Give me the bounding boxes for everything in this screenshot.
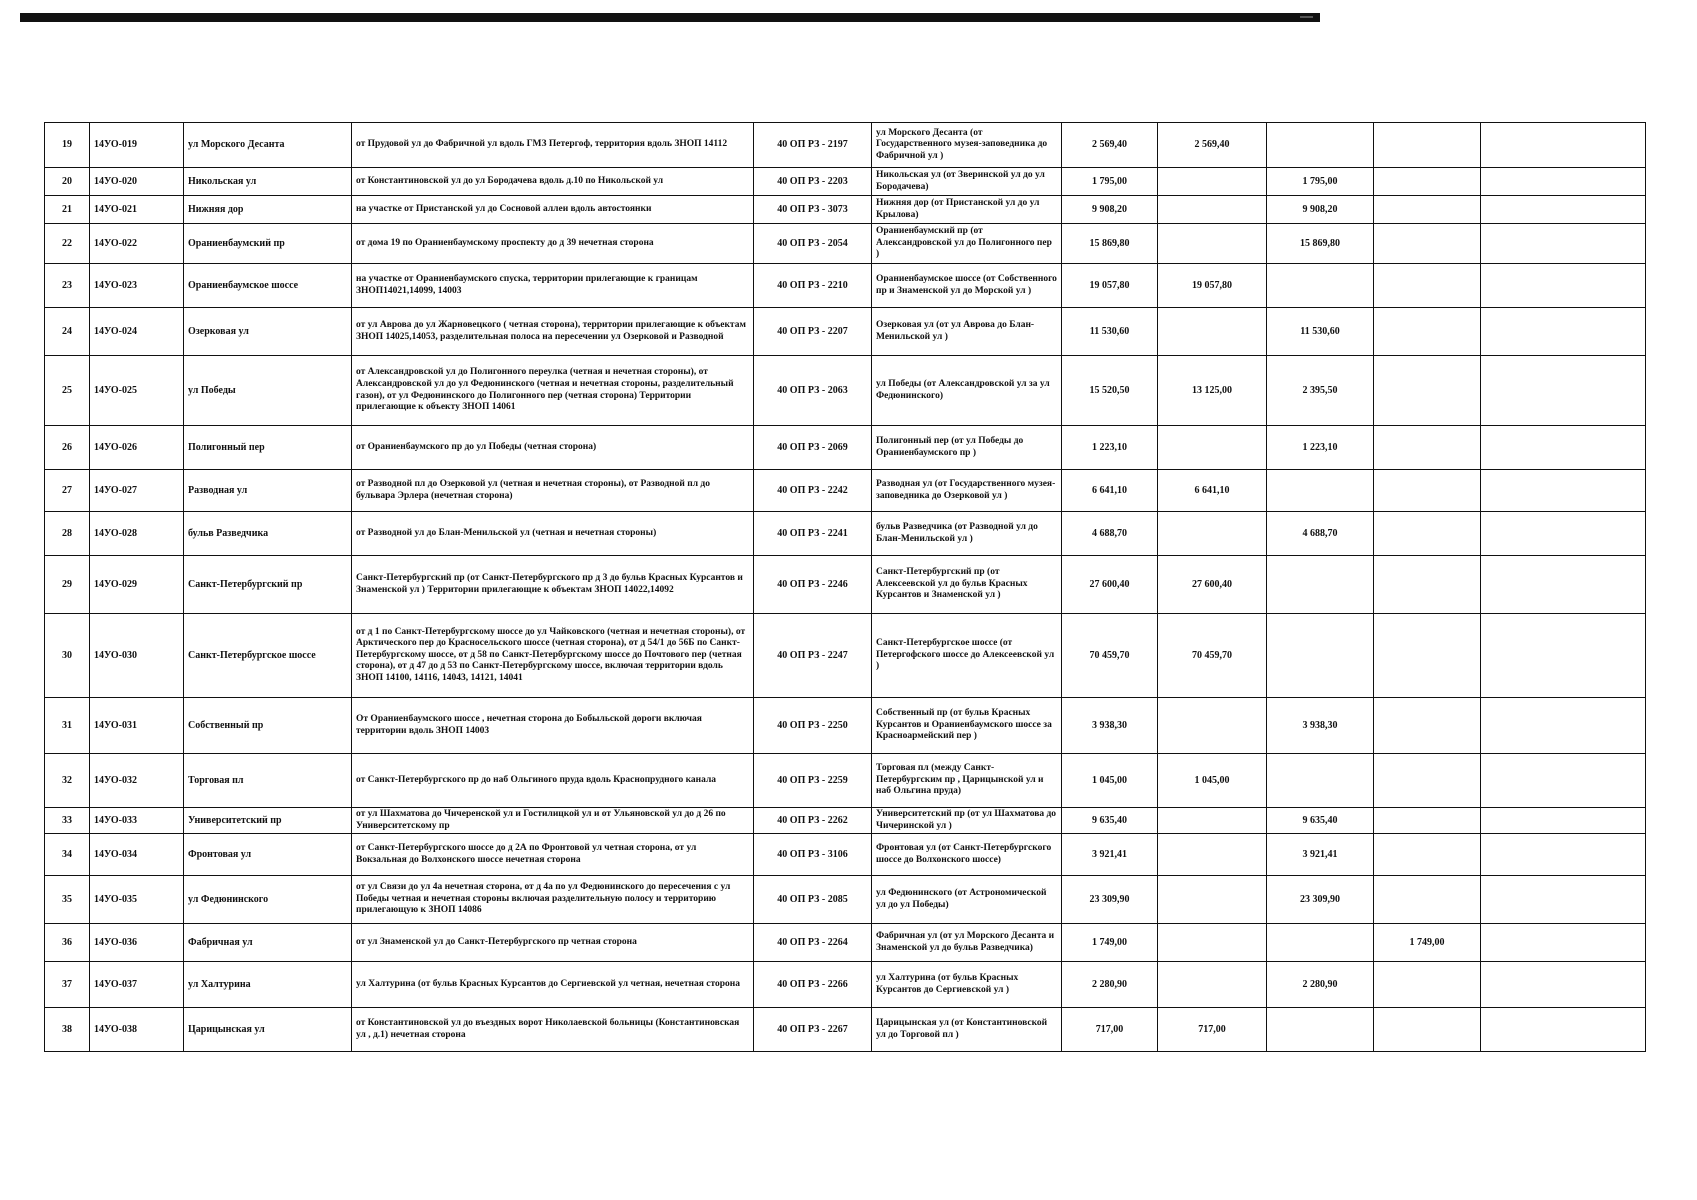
table-row — [45, 308, 1646, 356]
row-number-cell: 35 — [45, 876, 90, 924]
total-area-cell: 27 600,40 — [1062, 556, 1158, 614]
area-category-1-cell: 19 057,80 — [1158, 264, 1267, 308]
registry-number-cell: 40 ОП РЗ - 2246 — [754, 556, 872, 614]
object-code-cell: 14УО-030 — [90, 614, 184, 698]
road-section-cell: Ораниенбаумский пр (от Александровской ул до Полигонного пер ) — [872, 224, 1062, 264]
area-category-3-cell — [1374, 264, 1481, 308]
total-area-cell: 1 749,00 — [1062, 924, 1158, 962]
row-number-cell: 25 — [45, 356, 90, 426]
area-category-2-cell: 2 395,50 — [1267, 356, 1374, 426]
object-code-cell: 14УО-036 — [90, 924, 184, 962]
registry-number-cell: 40 ОП РЗ - 2262 — [754, 808, 872, 834]
table-row — [45, 512, 1646, 556]
area-category-3-cell — [1374, 614, 1481, 698]
row-number-cell: 30 — [45, 614, 90, 698]
object-code-cell: 14УО-034 — [90, 834, 184, 876]
object-code-cell: 14УО-022 — [90, 224, 184, 264]
area-category-4-cell — [1481, 1008, 1646, 1052]
object-code-cell: 14УО-020 — [90, 168, 184, 196]
table-body — [45, 123, 1646, 1052]
registry-number-cell: 40 ОП РЗ - 2054 — [754, 224, 872, 264]
road-section-cell: Царицынская ул (от Константиновской ул до Торговой пл ) — [872, 1008, 1062, 1052]
object-code-cell: 14УО-025 — [90, 356, 184, 426]
area-category-4-cell — [1481, 123, 1646, 168]
area-category-3-cell — [1374, 196, 1481, 224]
registry-number-cell: 40 ОП РЗ - 2207 — [754, 308, 872, 356]
area-description-cell: от ул Знаменской ул до Санкт-Петербургского пр четная сторона — [352, 924, 754, 962]
table-row — [45, 264, 1646, 308]
area-description-cell: От Ораниенбаумского шоссе , нечетная сторона до Бобыльской дороги включая территории вдоль ЗНОП 14003 — [352, 698, 754, 754]
street-name-cell: Фабричная ул — [184, 924, 352, 962]
area-category-2-cell: 11 530,60 — [1267, 308, 1374, 356]
area-category-4-cell — [1481, 264, 1646, 308]
registry-number-cell: 40 ОП РЗ - 2264 — [754, 924, 872, 962]
area-category-3-cell — [1374, 876, 1481, 924]
registry-number-cell: 40 ОП РЗ - 2267 — [754, 1008, 872, 1052]
street-name-cell: ул Федюнинского — [184, 876, 352, 924]
top-border-line — [20, 13, 1320, 22]
row-number-cell: 32 — [45, 754, 90, 808]
area-description-cell: от д 1 по Санкт-Петербургскому шоссе до ул Чайковского (четная и нечетная стороны), от Арктического пер до Красносельского шоссе (четная сторона), от д 54/1 до 56Б по Санкт-Петербургскому шоссе, от д 58 по Санкт-Петербургскому шоссе до Почтового пер (четная сторона), от д 47 до д 53 по Санкт-Петербургскому шоссе, включая территории вдоль ЗНОП 14100, 14116, 14043, 14121, 14041 — [352, 614, 754, 698]
area-category-1-cell — [1158, 168, 1267, 196]
area-category-4-cell — [1481, 698, 1646, 754]
area-description-cell: от Санкт-Петербургского пр до наб Ольгиного пруда вдоль Краснопрудного канала — [352, 754, 754, 808]
total-area-cell: 1 223,10 — [1062, 426, 1158, 470]
registry-number-cell: 40 ОП РЗ - 2250 — [754, 698, 872, 754]
area-category-2-cell: 9 635,40 — [1267, 808, 1374, 834]
object-code-cell: 14УО-038 — [90, 1008, 184, 1052]
area-category-3-cell — [1374, 834, 1481, 876]
registry-number-cell: 40 ОП РЗ - 2247 — [754, 614, 872, 698]
area-category-4-cell — [1481, 168, 1646, 196]
top-border-line-tail — [1300, 16, 1313, 18]
area-category-3-cell — [1374, 168, 1481, 196]
street-name-cell: Полигонный пер — [184, 426, 352, 470]
area-category-2-cell: 1 223,10 — [1267, 426, 1374, 470]
table-row — [45, 168, 1646, 196]
street-name-cell: Ораниенбаумское шоссе — [184, 264, 352, 308]
total-area-cell: 9 908,20 — [1062, 196, 1158, 224]
area-description-cell: на участке от Пристанской ул до Сосновой аллеи вдоль автостоянки — [352, 196, 754, 224]
area-category-2-cell: 1 795,00 — [1267, 168, 1374, 196]
area-description-cell: от ул Шахматова до Чичеренской ул и Гостилицкой ул и от Ульяновской ул до д 26 по Университетскому пр — [352, 808, 754, 834]
area-category-1-cell — [1158, 426, 1267, 470]
table-row — [45, 196, 1646, 224]
registry-number-cell: 40 ОП РЗ - 2085 — [754, 876, 872, 924]
total-area-cell: 717,00 — [1062, 1008, 1158, 1052]
area-category-1-cell: 27 600,40 — [1158, 556, 1267, 614]
total-area-cell: 2 569,40 — [1062, 123, 1158, 168]
area-category-2-cell — [1267, 123, 1374, 168]
area-category-3-cell — [1374, 962, 1481, 1008]
area-category-2-cell — [1267, 924, 1374, 962]
table-row — [45, 470, 1646, 512]
area-category-1-cell — [1158, 834, 1267, 876]
area-category-4-cell — [1481, 962, 1646, 1008]
street-name-cell: Разводная ул — [184, 470, 352, 512]
road-section-cell: Фабричная ул (от ул Морского Десанта и Знаменской ул до бульв Разведчика) — [872, 924, 1062, 962]
row-number-cell: 27 — [45, 470, 90, 512]
street-name-cell: Царицынская ул — [184, 1008, 352, 1052]
area-category-2-cell: 9 908,20 — [1267, 196, 1374, 224]
table-row — [45, 426, 1646, 470]
area-category-3-cell — [1374, 698, 1481, 754]
row-number-cell: 33 — [45, 808, 90, 834]
street-name-cell: Университетский пр — [184, 808, 352, 834]
area-category-4-cell — [1481, 876, 1646, 924]
area-category-2-cell: 23 309,90 — [1267, 876, 1374, 924]
area-category-3-cell — [1374, 470, 1481, 512]
area-description-cell: от Александровской ул до Полигонного переулка (четная и нечетная стороны), от Александровской ул до ул Федюнинского (четная и нечетная стороны, разделительный газон), от ул Федюнинского до Полигонного пер (четная сторона) Территории прилегающие к объекту ЗНОП 14061 — [352, 356, 754, 426]
area-description-cell: от Константиновской ул до въездных ворот Николаевской больницы (Константиновская ул , д.1) нечетная сторона — [352, 1008, 754, 1052]
area-category-1-cell: 70 459,70 — [1158, 614, 1267, 698]
road-section-cell: Нижняя дор (от Пристанской ул до ул Крылова) — [872, 196, 1062, 224]
area-category-4-cell — [1481, 808, 1646, 834]
area-category-1-cell: 1 045,00 — [1158, 754, 1267, 808]
area-category-1-cell: 6 641,10 — [1158, 470, 1267, 512]
area-category-2-cell: 3 938,30 — [1267, 698, 1374, 754]
table-row — [45, 808, 1646, 834]
object-code-cell: 14УО-035 — [90, 876, 184, 924]
road-section-cell: Разводная ул (от Государственного музея-заповедника до Озерковой ул ) — [872, 470, 1062, 512]
road-section-cell: Собственный пр (от бульв Красных Курсантов и Ораниенбаумского шоссе за Красноармейский пер ) — [872, 698, 1062, 754]
road-section-cell: ул Федюнинского (от Астрономической ул до ул Победы) — [872, 876, 1062, 924]
area-category-4-cell — [1481, 470, 1646, 512]
area-description-cell: Санкт-Петербургский пр (от Санкт-Петербургского пр д 3 до бульв Красных Курсантов и Знаменской ул ) Территории прилегающие к объектам ЗНОП 14022,14092 — [352, 556, 754, 614]
registry-number-cell: 40 ОП РЗ - 2242 — [754, 470, 872, 512]
area-description-cell: ул Халтурина (от бульв Красных Курсантов до Сергиевской ул четная, нечетная сторона — [352, 962, 754, 1008]
area-category-2-cell: 4 688,70 — [1267, 512, 1374, 556]
road-section-cell: ул Халтурина (от бульв Красных Курсантов до Сергиевской ул ) — [872, 962, 1062, 1008]
total-area-cell: 2 280,90 — [1062, 962, 1158, 1008]
registry-number-cell: 40 ОП РЗ - 2197 — [754, 123, 872, 168]
row-number-cell: 26 — [45, 426, 90, 470]
total-area-cell: 15 869,80 — [1062, 224, 1158, 264]
street-name-cell: Собственный пр — [184, 698, 352, 754]
registry-number-cell: 40 ОП РЗ - 2069 — [754, 426, 872, 470]
total-area-cell: 1 045,00 — [1062, 754, 1158, 808]
street-name-cell: Фронтовая ул — [184, 834, 352, 876]
table-row — [45, 224, 1646, 264]
area-description-cell: на участке от Ораниенбаумского спуска, территории прилегающие к границам ЗНОП14021,14099, 14003 — [352, 264, 754, 308]
area-category-4-cell — [1481, 512, 1646, 556]
object-code-cell: 14УО-021 — [90, 196, 184, 224]
registry-number-cell: 40 ОП РЗ - 3106 — [754, 834, 872, 876]
road-section-cell: ул Победы (от Александровской ул за ул Федюнинского) — [872, 356, 1062, 426]
area-category-2-cell — [1267, 264, 1374, 308]
area-category-2-cell: 3 921,41 — [1267, 834, 1374, 876]
table-row — [45, 962, 1646, 1008]
object-code-cell: 14УО-024 — [90, 308, 184, 356]
table-row — [45, 754, 1646, 808]
area-category-3-cell — [1374, 512, 1481, 556]
object-code-cell: 14УО-029 — [90, 556, 184, 614]
area-category-1-cell — [1158, 512, 1267, 556]
area-category-4-cell — [1481, 196, 1646, 224]
table-row — [45, 356, 1646, 426]
area-category-1-cell — [1158, 698, 1267, 754]
area-category-3-cell — [1374, 308, 1481, 356]
road-section-cell: Никольская ул (от Зверинской ул до ул Бородачева) — [872, 168, 1062, 196]
registry-number-cell: 40 ОП РЗ - 2241 — [754, 512, 872, 556]
area-category-1-cell — [1158, 876, 1267, 924]
area-category-4-cell — [1481, 614, 1646, 698]
row-number-cell: 34 — [45, 834, 90, 876]
registry-number-cell: 40 ОП РЗ - 2266 — [754, 962, 872, 1008]
row-number-cell: 36 — [45, 924, 90, 962]
area-category-1-cell: 13 125,00 — [1158, 356, 1267, 426]
area-description-cell: от ул Аврова до ул Жарновецкого ( четная сторона), территории прилегающие к объектам ЗНОП 14025,14053, разделительная полоса на пересечении ул Озерковой и Разводной — [352, 308, 754, 356]
area-description-cell: от Разводной пл до Озерковой ул (четная и нечетная стороны), от Разводной пл до бульвара Эрлера (нечетная сторона) — [352, 470, 754, 512]
table-row — [45, 698, 1646, 754]
area-category-4-cell — [1481, 356, 1646, 426]
total-area-cell: 70 459,70 — [1062, 614, 1158, 698]
area-category-1-cell — [1158, 808, 1267, 834]
area-category-2-cell — [1267, 754, 1374, 808]
street-name-cell: Торговая пл — [184, 754, 352, 808]
total-area-cell: 3 921,41 — [1062, 834, 1158, 876]
area-category-1-cell — [1158, 308, 1267, 356]
street-name-cell: ул Победы — [184, 356, 352, 426]
area-category-2-cell: 15 869,80 — [1267, 224, 1374, 264]
area-category-1-cell — [1158, 962, 1267, 1008]
row-number-cell: 28 — [45, 512, 90, 556]
table-row — [45, 1008, 1646, 1052]
row-number-cell: 24 — [45, 308, 90, 356]
area-category-4-cell — [1481, 754, 1646, 808]
street-name-cell: ул Халтурина — [184, 962, 352, 1008]
area-category-1-cell: 2 569,40 — [1158, 123, 1267, 168]
road-section-cell: Полигонный пер (от ул Победы до Ораниенбаумского пр ) — [872, 426, 1062, 470]
table-row — [45, 556, 1646, 614]
table-row — [45, 123, 1646, 168]
total-area-cell: 1 795,00 — [1062, 168, 1158, 196]
area-category-2-cell: 2 280,90 — [1267, 962, 1374, 1008]
area-category-2-cell — [1267, 1008, 1374, 1052]
total-area-cell: 23 309,90 — [1062, 876, 1158, 924]
total-area-cell: 3 938,30 — [1062, 698, 1158, 754]
table-row — [45, 834, 1646, 876]
street-name-cell: Санкт-Петербургский пр — [184, 556, 352, 614]
street-name-cell: бульв Разведчика — [184, 512, 352, 556]
area-description-cell: от Разводной ул до Блан-Менильской ул (четная и нечетная стороны) — [352, 512, 754, 556]
area-category-2-cell — [1267, 556, 1374, 614]
area-category-3-cell — [1374, 356, 1481, 426]
area-category-1-cell — [1158, 224, 1267, 264]
row-number-cell: 19 — [45, 123, 90, 168]
area-category-4-cell — [1481, 426, 1646, 470]
area-description-cell: от Ораниенбаумского пр до ул Победы (четная сторона) — [352, 426, 754, 470]
area-category-3-cell — [1374, 754, 1481, 808]
road-section-cell: ул Морского Десанта (от Государственного музея-заповедника до Фабричной ул ) — [872, 123, 1062, 168]
area-category-4-cell — [1481, 834, 1646, 876]
road-section-cell: Фронтовая ул (от Санкт-Петербургского шоссе до Волхонского шоссе) — [872, 834, 1062, 876]
object-code-cell: 14УО-037 — [90, 962, 184, 1008]
area-category-4-cell — [1481, 308, 1646, 356]
total-area-cell: 15 520,50 — [1062, 356, 1158, 426]
row-number-cell: 20 — [45, 168, 90, 196]
road-section-cell: Санкт-Петербургский пр (от Алексеевской ул до бульв Красных Курсантов и Знаменской ул ) — [872, 556, 1062, 614]
row-number-cell: 21 — [45, 196, 90, 224]
street-name-cell: Озерковая ул — [184, 308, 352, 356]
area-category-1-cell — [1158, 924, 1267, 962]
area-category-3-cell — [1374, 426, 1481, 470]
road-section-cell: Ораниенбаумское шоссе (от Собственного пр и Знаменской ул до Морской ул ) — [872, 264, 1062, 308]
road-section-cell: Университетский пр (от ул Шахматова до Чичеринской ул ) — [872, 808, 1062, 834]
road-section-cell: бульв Разведчика (от Разводной ул до Блан-Менильской ул ) — [872, 512, 1062, 556]
total-area-cell: 4 688,70 — [1062, 512, 1158, 556]
area-category-3-cell — [1374, 1008, 1481, 1052]
area-category-1-cell: 717,00 — [1158, 1008, 1267, 1052]
row-number-cell: 38 — [45, 1008, 90, 1052]
road-section-cell: Торговая пл (между Санкт-Петербургским пр , Царицынской ул и наб Ольгина пруда) — [872, 754, 1062, 808]
row-number-cell: 31 — [45, 698, 90, 754]
road-section-cell: Санкт-Петербургское шоссе (от Петергофского шоссе до Алексеевской ул ) — [872, 614, 1062, 698]
area-category-4-cell — [1481, 556, 1646, 614]
area-description-cell: от Константиновской ул до ул Бородачева вдоль д.10 по Никольской ул — [352, 168, 754, 196]
area-description-cell: от Санкт-Петербургского шоссе до д 2А по Фронтовой ул четная сторона, от ул Вокзальная до Волхонского шоссе нечетная сторона — [352, 834, 754, 876]
registry-number-cell: 40 ОП РЗ - 3073 — [754, 196, 872, 224]
street-name-cell: Никольская ул — [184, 168, 352, 196]
object-code-cell: 14УО-033 — [90, 808, 184, 834]
table-row — [45, 876, 1646, 924]
area-category-3-cell — [1374, 808, 1481, 834]
object-code-cell: 14УО-019 — [90, 123, 184, 168]
area-description-cell: от ул Связи до ул 4а нечетная сторона, от д 4а по ул Федюнинского до пересечения с ул Победы четная и нечетная стороны включая разделительную полосу и территорию прилегающую к ЗНОП 14086 — [352, 876, 754, 924]
street-name-cell: Ораниенбаумский пр — [184, 224, 352, 264]
object-code-cell: 14УО-023 — [90, 264, 184, 308]
area-category-1-cell — [1158, 196, 1267, 224]
row-number-cell: 23 — [45, 264, 90, 308]
object-code-cell: 14УО-028 — [90, 512, 184, 556]
total-area-cell: 19 057,80 — [1062, 264, 1158, 308]
table-row — [45, 614, 1646, 698]
area-category-3-cell — [1374, 123, 1481, 168]
object-code-cell: 14УО-027 — [90, 470, 184, 512]
area-category-2-cell — [1267, 614, 1374, 698]
object-code-cell: 14УО-026 — [90, 426, 184, 470]
object-code-cell: 14УО-032 — [90, 754, 184, 808]
object-code-cell: 14УО-031 — [90, 698, 184, 754]
area-category-3-cell — [1374, 224, 1481, 264]
row-number-cell: 22 — [45, 224, 90, 264]
registry-number-cell: 40 ОП РЗ - 2259 — [754, 754, 872, 808]
area-description-cell: от дома 19 по Ораниенбаумскому проспекту до д 39 нечетная сторона — [352, 224, 754, 264]
area-category-4-cell — [1481, 224, 1646, 264]
registry-number-cell: 40 ОП РЗ - 2203 — [754, 168, 872, 196]
row-number-cell: 37 — [45, 962, 90, 1008]
registry-number-cell: 40 ОП РЗ - 2063 — [754, 356, 872, 426]
street-name-cell: Санкт-Петербургское шоссе — [184, 614, 352, 698]
road-section-cell: Озерковая ул (от ул Аврова до Блан-Менильской ул ) — [872, 308, 1062, 356]
area-description-cell: от Прудовой ул до Фабричной ул вдоль ГМЗ Петергоф, территория вдоль ЗНОП 14112 — [352, 123, 754, 168]
total-area-cell: 6 641,10 — [1062, 470, 1158, 512]
area-category-3-cell — [1374, 556, 1481, 614]
registry-number-cell: 40 ОП РЗ - 2210 — [754, 264, 872, 308]
table-row — [45, 924, 1646, 962]
total-area-cell: 9 635,40 — [1062, 808, 1158, 834]
area-category-2-cell — [1267, 470, 1374, 512]
roads-table — [44, 122, 1646, 1052]
street-name-cell: Нижняя дор — [184, 196, 352, 224]
area-category-4-cell — [1481, 924, 1646, 962]
street-name-cell: ул Морского Десанта — [184, 123, 352, 168]
row-number-cell: 29 — [45, 556, 90, 614]
area-category-3-cell: 1 749,00 — [1374, 924, 1481, 962]
total-area-cell: 11 530,60 — [1062, 308, 1158, 356]
